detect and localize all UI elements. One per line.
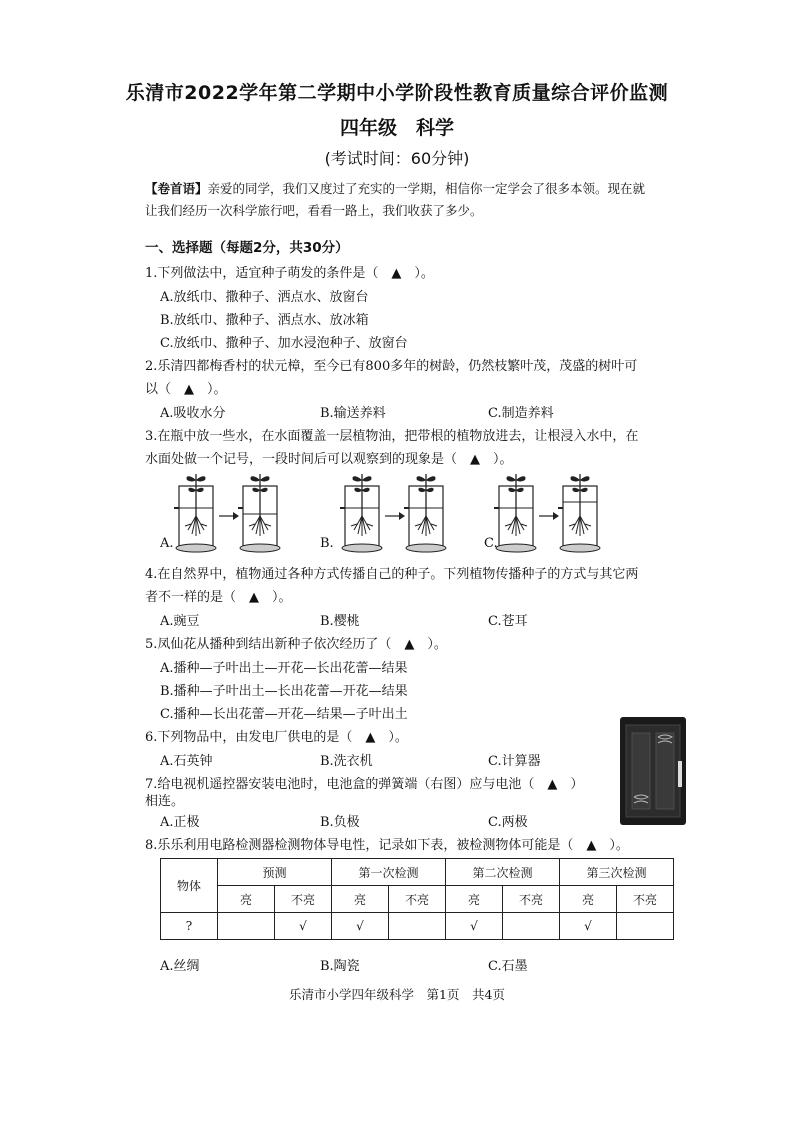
q8-option-a: A.丝绸 bbox=[160, 959, 200, 974]
q2-option-b: B.输送养料 bbox=[320, 406, 386, 421]
table-subheader: 不亮 bbox=[389, 886, 446, 913]
preface-text-2: 让我们经历一次科学旅行吧，看看一路上，我们收获了多少。 bbox=[145, 203, 483, 218]
table-cell bbox=[503, 913, 560, 940]
q5-option-b: B.播种—子叶出土—长出花蕾—开花—结果 bbox=[160, 684, 408, 699]
exam-subtitle: 四年级 科学 bbox=[339, 117, 454, 139]
q6-option-a: A.石英钟 bbox=[160, 754, 213, 769]
table-subheader: 不亮 bbox=[275, 886, 332, 913]
preface bbox=[145, 178, 665, 222]
preface-label: 【卷首语】 bbox=[145, 181, 208, 196]
page-footer: 乐清市小学四年级科学 第1页 共4页 bbox=[289, 987, 505, 1002]
q2-stem-1: 2.乐清四都梅香村的状元樟，至今已有800多年的树龄，仍然枝繁叶茂，茂盛的树叶可 bbox=[145, 359, 638, 374]
q4-option-c: C.苍耳 bbox=[488, 614, 528, 629]
q1-option-c: C.放纸巾、撒种子、加水浸泡种子、放窗台 bbox=[160, 336, 408, 351]
table-header-prediction: 预测 bbox=[218, 859, 332, 886]
q6-option-c: C.计算器 bbox=[488, 754, 541, 769]
q8-option-b: B.陶瓷 bbox=[320, 959, 360, 974]
table-row bbox=[161, 913, 674, 940]
q7-stem-1: 7.给电视机遥控器安装电池时，电池盒的弹簧端（右图）应与电池（ ▲ ） bbox=[145, 777, 584, 792]
q5-option-c: C.播种—长出花蕾—开花—结果—子叶出土 bbox=[160, 707, 408, 722]
q4-stem-1: 4.在自然界中，植物通过各种方式传播自己的种子。下列植物传播种子的方式与其它两 bbox=[145, 567, 639, 582]
q7-option-c: C.两极 bbox=[488, 815, 528, 830]
q1-stem: 1.下列做法中，适宜种子萌发的条件是（ ▲ ）。 bbox=[145, 266, 434, 281]
q8-option-c: C.石墨 bbox=[488, 959, 528, 974]
q3-stem-1: 3.在瓶中放一些水，在水面覆盖一层植物油，把带根的植物放进去，让根浸入水中，在 bbox=[145, 429, 639, 444]
table-cell: √ bbox=[332, 913, 389, 940]
q3-jar-a-before-icon bbox=[174, 474, 216, 552]
q8-result-table bbox=[160, 858, 674, 940]
q5-stem: 5.凤仙花从播种到结出新种子依次经历了（ ▲ ）。 bbox=[145, 637, 447, 652]
table-cell: √ bbox=[275, 913, 332, 940]
q4-stem-2: 者不一样的是（ ▲ ）。 bbox=[145, 590, 292, 605]
q4-option-a: A.豌豆 bbox=[160, 614, 200, 629]
q3-arrow-a-icon bbox=[219, 512, 239, 520]
q3-jar-b-after-icon bbox=[404, 474, 446, 552]
q2-stem-2: 以（ ▲ ）。 bbox=[145, 382, 227, 397]
q3-jar-a-after-icon bbox=[238, 474, 280, 552]
q3-jar-c-after-icon bbox=[558, 474, 600, 552]
q7-stem-2: 相连。 bbox=[145, 794, 185, 809]
q3-jar-c-before-icon bbox=[494, 474, 536, 552]
q2-option-a: A.吸收水分 bbox=[160, 406, 226, 421]
q8-stem: 8.乐乐利用电路检测器检测物体导电性，记录如下表，被检测物体可能是（ ▲ ）。 bbox=[145, 838, 629, 853]
q3-figure bbox=[155, 468, 675, 558]
q5-option-a: A.播种—子叶出土—开花—长出花蕾—结果 bbox=[160, 661, 408, 676]
exam-title: 乐清市2022学年第二学期中小学阶段性教育质量综合评价监测 bbox=[125, 82, 669, 104]
table-subheader: 亮 bbox=[332, 886, 389, 913]
table-cell bbox=[389, 913, 446, 940]
table-header-test-3: 第三次检测 bbox=[560, 859, 674, 886]
table-subheader: 亮 bbox=[446, 886, 503, 913]
q4-option-b: B.樱桃 bbox=[320, 614, 360, 629]
table-cell: √ bbox=[560, 913, 617, 940]
table-cell bbox=[617, 913, 674, 940]
table-subheader: 亮 bbox=[218, 886, 275, 913]
q3-jar-b-before-icon bbox=[340, 474, 382, 552]
table-cell bbox=[218, 913, 275, 940]
q2-option-c: C.制造养料 bbox=[488, 406, 554, 421]
q6-stem: 6.下列物品中，由发电厂供电的是（ ▲ ）。 bbox=[145, 730, 408, 745]
preface-text-1: 亲爱的同学，我们又度过了充实的一学期，相信你一定学会了很多本领。现在就 bbox=[207, 181, 646, 196]
table-header-test-1: 第一次检测 bbox=[332, 859, 446, 886]
table-subheader: 不亮 bbox=[503, 886, 560, 913]
table-subheader: 亮 bbox=[560, 886, 617, 913]
table-header-object: 物体 bbox=[161, 859, 218, 913]
q6-option-b: B.洗衣机 bbox=[320, 754, 373, 769]
exam-time: (考试时间：60分钟) bbox=[324, 149, 470, 168]
q3-stem-2: 水面处做一个记号，一段时间后可以观察到的现象是（ ▲ ）。 bbox=[145, 452, 513, 467]
q1-option-b: B.放纸巾、撒种子、洒点水、放冰箱 bbox=[160, 313, 369, 328]
table-subheader: 不亮 bbox=[617, 886, 674, 913]
table-cell: √ bbox=[446, 913, 503, 940]
table-header-test-2: 第二次检测 bbox=[446, 859, 560, 886]
table-cell: ? bbox=[161, 913, 218, 940]
q3-option-c: C. bbox=[484, 536, 498, 551]
section-heading: 一、选择题（每题2分，共30分） bbox=[145, 240, 349, 256]
q3-option-b: B. bbox=[320, 536, 334, 551]
q7-option-b: B.负极 bbox=[320, 815, 360, 830]
q3-option-a: A. bbox=[160, 536, 174, 551]
battery-box-icon bbox=[620, 717, 686, 825]
q1-option-a: A.放纸巾、撒种子、洒点水、放窗台 bbox=[160, 290, 369, 305]
q3-arrow-b-icon bbox=[385, 512, 405, 520]
q7-option-a: A.正极 bbox=[160, 815, 200, 830]
q3-arrow-c-icon bbox=[539, 512, 559, 520]
